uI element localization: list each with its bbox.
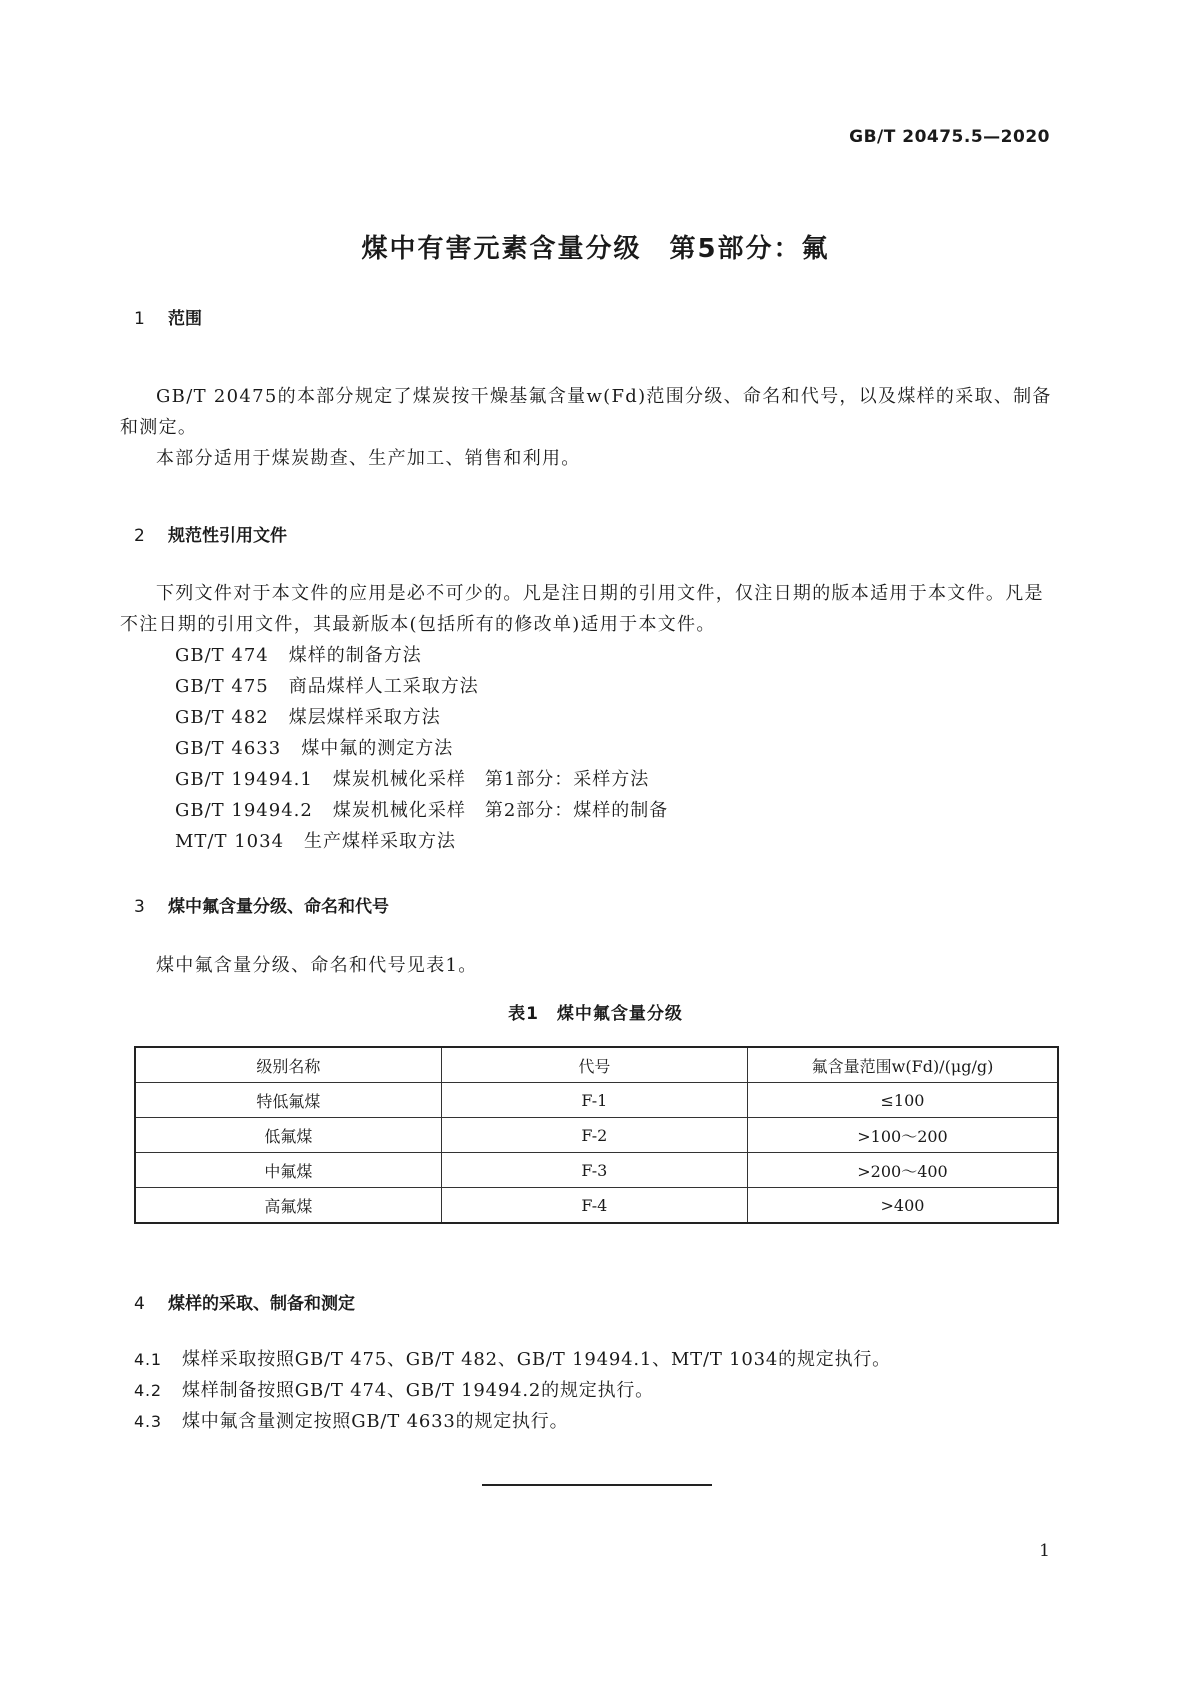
reference-list [175,640,668,857]
reference-code: GB/T 482 [175,707,269,728]
section-4-heading [134,1289,355,1314]
section-number: 4 [134,1294,145,1314]
table-row [135,1153,1058,1188]
section-title: 规范性引用文件 [168,526,287,546]
section-1-heading [134,304,202,329]
clause-4-2 [134,1375,654,1406]
table-caption: 表1 煤中氟含量分级 [508,1004,683,1024]
paragraph: GB/T 20475的本部分规定了煤炭按干燥基氟含量w(Fd)范围分级、命名和代号，以及煤样的采取、制备和测定。 [120,386,1052,438]
section-3-body [120,950,1055,981]
fluorine-grade-table [134,1046,1059,1224]
section-2-body [120,578,1055,640]
reference-item [175,795,668,826]
paragraph: 下列文件对于本文件的应用是必不可少的。凡是注日期的引用文件，仅注日期的版本适用于本文件。凡是不注日期的引用文件，其最新版本(包括所有的修改单)适用于本文件。 [120,583,1044,635]
reference-item [175,764,668,795]
section-number: 3 [134,897,145,917]
table-cell: 特低氟煤 [135,1083,441,1118]
section-1-body [120,381,1055,474]
section-title: 煤样的采取、制备和测定 [168,1294,355,1314]
reference-code: GB/T 474 [175,645,269,666]
column-header: 级别名称 [135,1047,441,1083]
reference-title: 煤样的制备方法 [288,645,422,666]
reference-title: 商品煤样人工采取方法 [288,676,479,697]
table-cell: ≤100 [748,1083,1059,1118]
table-cell: >100～200 [748,1118,1059,1153]
reference-code: GB/T 4633 [175,738,282,759]
paragraph: 本部分适用于煤炭勘查、生产加工、销售和利用。 [156,448,581,469]
section-number: 1 [134,309,145,329]
reference-title: 煤炭机械化采样 第2部分：煤样的制备 [332,800,669,821]
table-row [135,1118,1058,1153]
clause-text: 煤中氟含量测定按照GB/T 4633的规定执行。 [182,1411,569,1432]
clause-number: 4.3 [134,1412,162,1431]
reference-item [175,640,668,671]
reference-item [175,826,668,857]
document-title: 煤中有害元素含量分级 第5部分：氟 [361,234,830,264]
clause-number: 4.1 [134,1350,162,1369]
table-row [135,1083,1058,1118]
end-of-document-rule [482,1484,712,1486]
column-header: 氟含量范围w(Fd)/(μg/g) [748,1047,1059,1083]
reference-item [175,733,668,764]
table-row [135,1188,1058,1224]
section-number: 2 [134,526,145,546]
reference-title: 生产煤样采取方法 [304,831,457,852]
reference-item [175,702,668,733]
table-cell: F-4 [441,1188,747,1224]
reference-code: GB/T 19494.2 [175,800,313,821]
standard-number: GB/T 20475.5—2020 [849,127,1050,147]
section-title: 煤中氟含量分级、命名和代号 [168,897,389,917]
table-cell: >200～400 [748,1153,1059,1188]
section-2-heading [134,521,287,546]
paragraph: 煤中氟含量分级、命名和代号见表1。 [156,955,478,976]
table-header-row [135,1047,1058,1083]
section-3-heading [134,892,389,917]
clause-4-3 [134,1406,568,1437]
table-cell: >400 [748,1188,1059,1224]
table-cell: F-3 [441,1153,747,1188]
table-cell: F-1 [441,1083,747,1118]
page-number: 1 [1039,1541,1050,1561]
clause-number: 4.2 [134,1381,162,1400]
table-cell: 中氟煤 [135,1153,441,1188]
reference-title: 煤炭机械化采样 第1部分：采样方法 [332,769,650,790]
clause-text: 煤样制备按照GB/T 474、GB/T 19494.2的规定执行。 [182,1380,654,1401]
clause-text: 煤样采取按照GB/T 475、GB/T 482、GB/T 19494.1、MT/T 1034的规定执行。 [182,1349,891,1370]
column-header: 代号 [441,1047,747,1083]
reference-code: GB/T 19494.1 [175,769,313,790]
reference-title: 煤中氟的测定方法 [301,738,454,759]
reference-code: GB/T 475 [175,676,269,697]
section-title: 范围 [168,309,202,329]
table-cell: 低氟煤 [135,1118,441,1153]
reference-item [175,671,668,702]
table-cell: 高氟煤 [135,1188,441,1224]
clause-4-1 [134,1344,891,1375]
table-cell: F-2 [441,1118,747,1153]
reference-title: 煤层煤样采取方法 [288,707,441,728]
reference-code: MT/T 1034 [175,831,285,852]
